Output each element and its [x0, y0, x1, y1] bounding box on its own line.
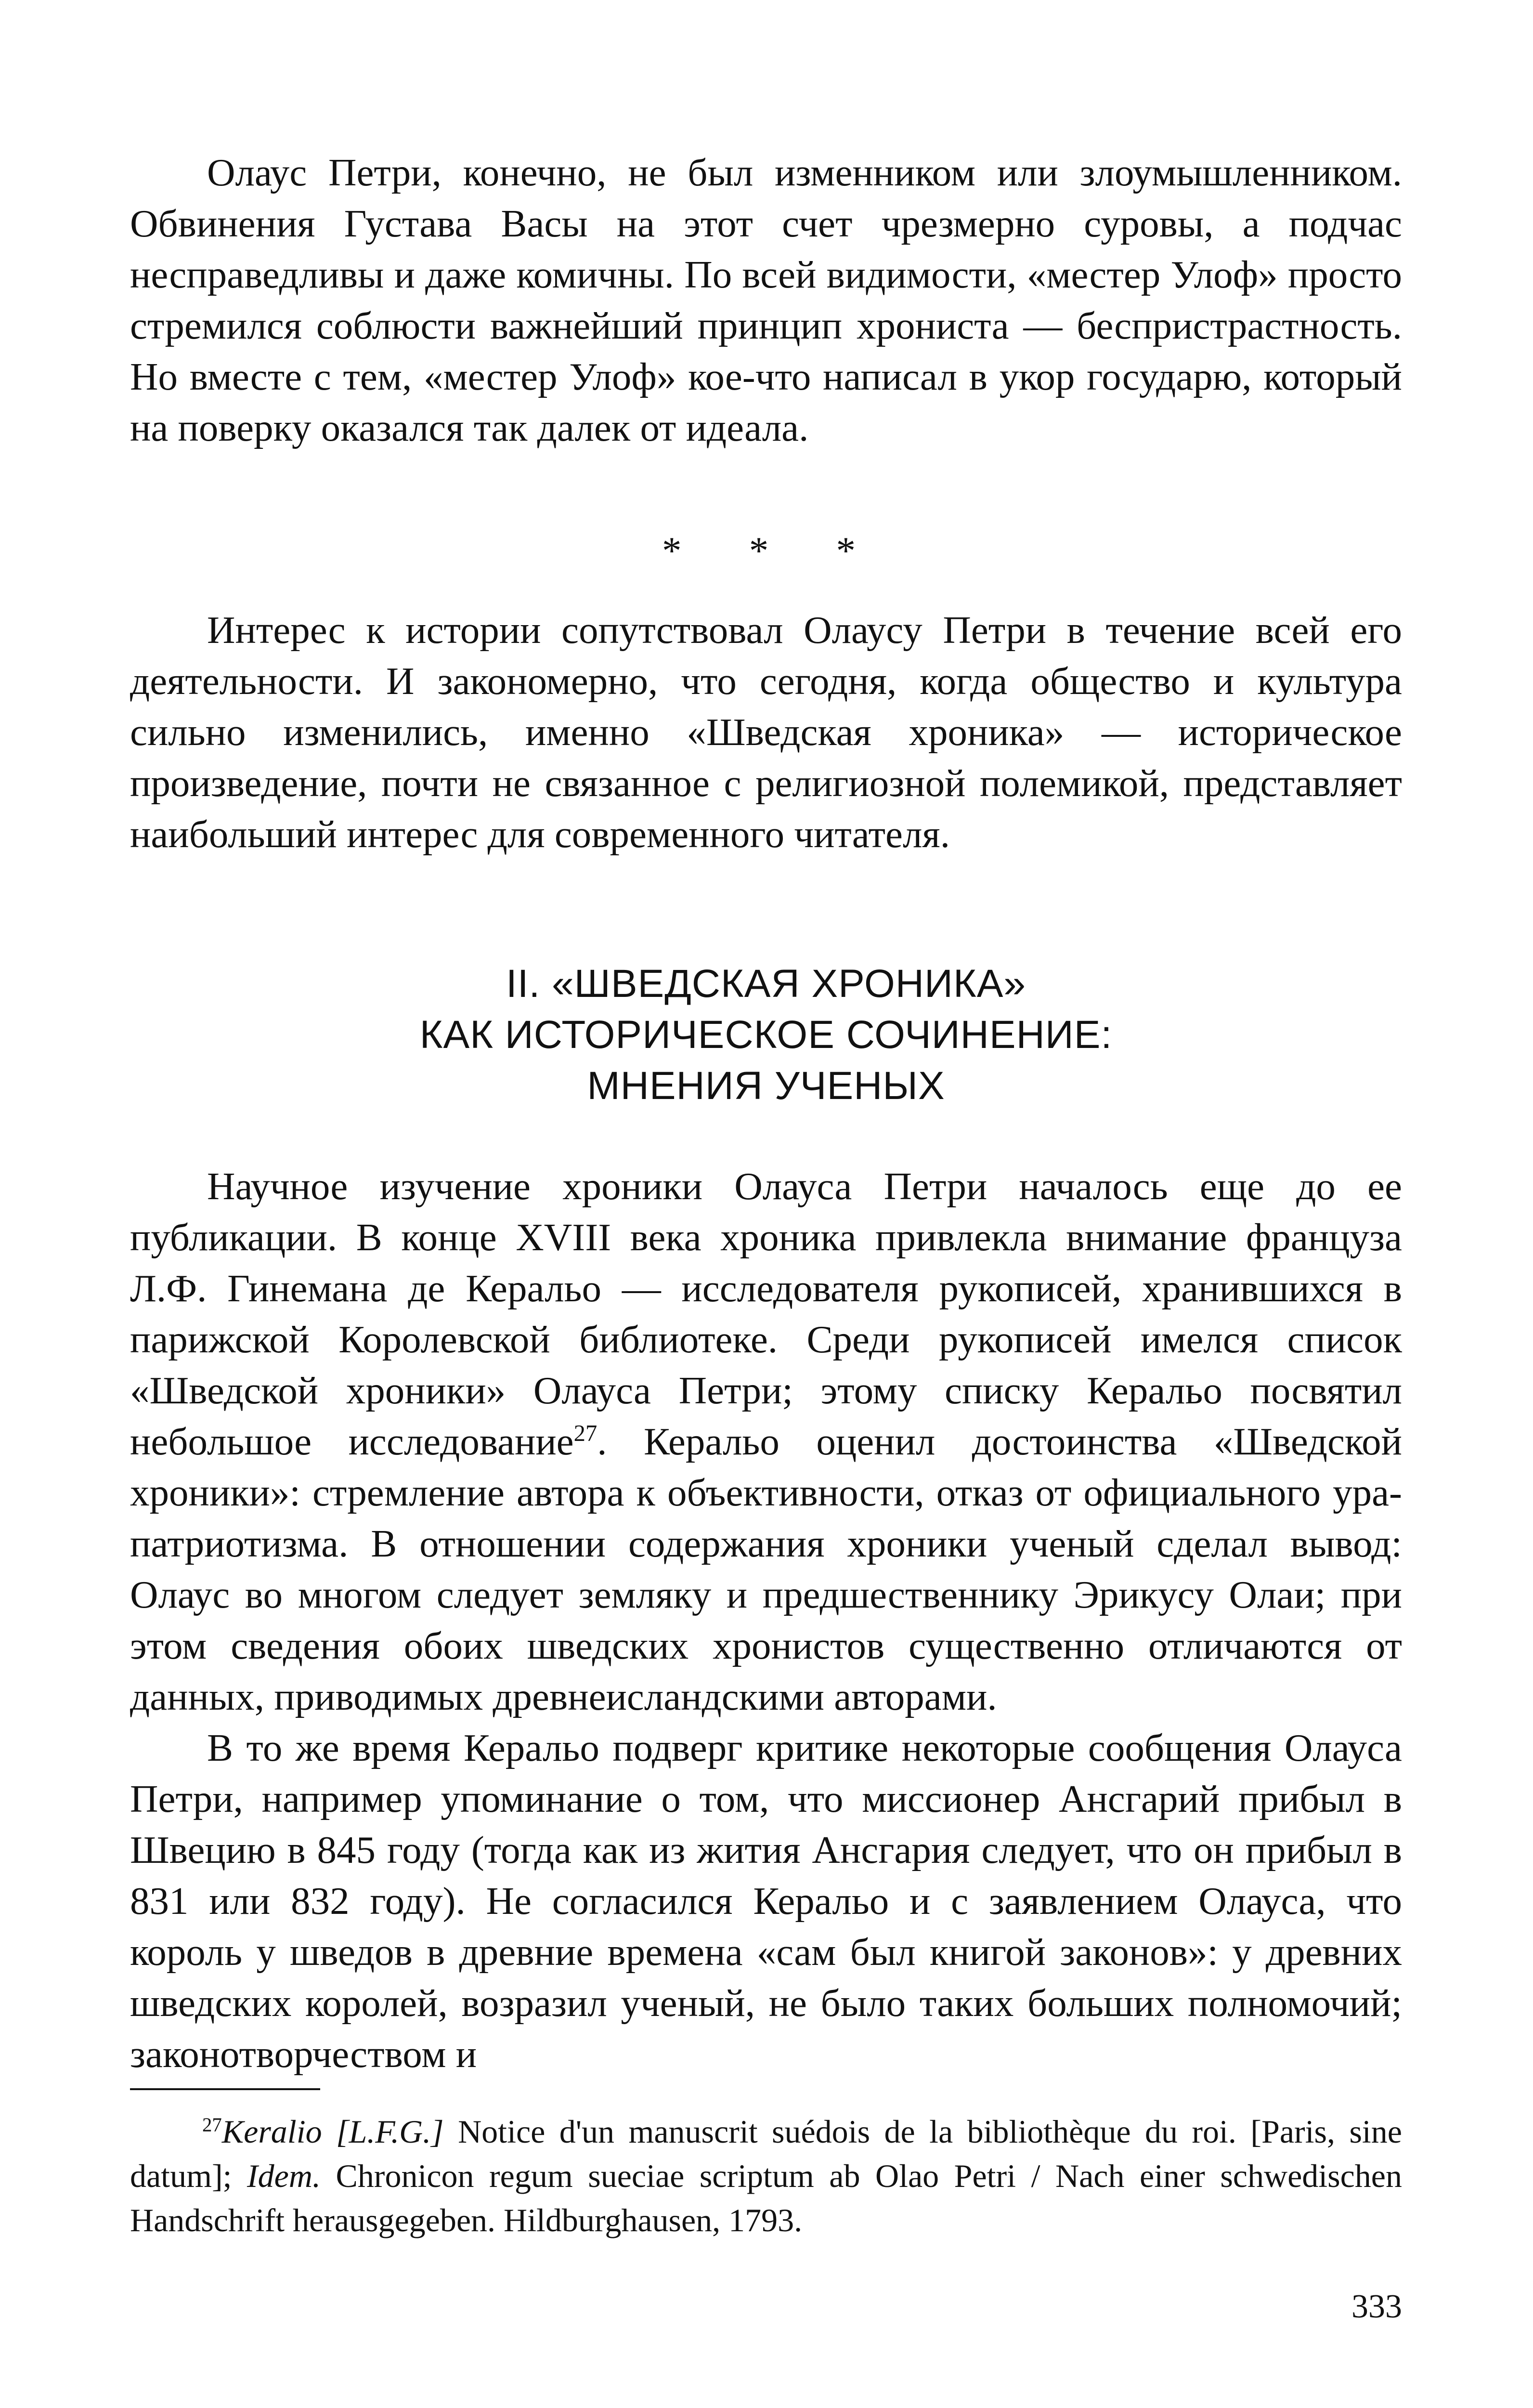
heading-line: МНЕНИЯ УЧЕНЫХ	[587, 1064, 945, 1108]
footnote-number: 27	[202, 2114, 222, 2136]
footnote-idem: Idem.	[247, 2158, 321, 2194]
section-separator: * * *	[662, 529, 870, 572]
footnote-reference: 27	[573, 1420, 598, 1446]
page-number: 333	[1351, 2288, 1402, 2325]
paragraph: В то же время Керальо подверг критике некоторые сообщения Олауса Петри, например упоминание о том, что миссионер Ансгарий прибыл в Швецию в 845 году (тогда как из жития Ансгария следует, что он прибыл в 831 или 832 году). Не согласился Керальо и с заявлением Олауса, что король у шведов в древние времена «сам был книгой законов»: у древних шведских королей, возразил ученый, не было таких больших полномочий; законотворчеством и	[130, 1726, 1402, 2076]
heading-line: КАК ИСТОРИЧЕСКОЕ СОЧИНЕНИЕ:	[419, 1013, 1113, 1057]
paragraph-text: Научное изучение хроники Олауса Петри началось еще до ее публикации. В конце XVIII века хроника привлекла внимание француза Л.Ф. Гинемана де Керальо — исследователя рукописей, хранившихся в парижской Королевской библиотеке. Среди рукописей имелся список «Шведской хроники» Олауса Петри; этому списку Керальо посвятил небольшое исследование	[130, 1165, 1402, 1463]
footnote-part: Chronicon regum sueciae scriptum ab Olao Petri / Nach einer schwedischen Handschrift herausgegeben. Hildburghausen, 1793.	[130, 2158, 1402, 2238]
footnote-author: Keralio [L.F.G.]	[221, 2113, 444, 2150]
section-text-block	[130, 1161, 1402, 2080]
paragraph	[130, 1161, 1402, 1722]
footnote	[130, 2109, 1402, 2242]
footnote-part: Notice d'un manuscrit suédois de la bibliothèque du roi. [Paris, sine datum];	[130, 2113, 1402, 2194]
section-heading	[130, 958, 1402, 1112]
paragraph: Интерес к истории сопутствовал Олаусу Петри в течение всей его деятельности. И закономерно, что сегодня, когда общество и культура сильно изменились, именно «Шведская хроника» — историческое произведение, почти не связанное с религиозной полемикой, представляет наибольший интерес для современного читателя.	[130, 608, 1402, 856]
interest-text-block	[130, 604, 1402, 860]
footnote-text	[130, 2109, 1402, 2242]
footnote-divider	[130, 2088, 320, 2090]
paragraph: Олаус Петри, конечно, не был изменником или злоумышленником. Обвинения Густава Васы на этот счет чрезмерно суровы, а подчас несправедливы и даже комичны. По всей видимости, «местер Улоф» просто стремился соблюсти важнейший принцип хрониста — беспристрастность. Но вместе с тем, «местер Улоф» кое-что написал в укор государю, который на поверку оказался так далек от идеала.	[130, 151, 1402, 449]
heading-line: II. «ШВЕДСКАЯ ХРОНИКА»	[506, 962, 1026, 1006]
intro-text-block	[130, 147, 1402, 453]
paragraph-text: . Керальо оценил достоинства «Шведской хроники»: стремление автора к объективности, отказ от официального ура-патриотизма. В отношении содержания хроники ученый сделал вывод: Олаус во многом следует земляку и предшественнику Эрикусу Олаи; при этом сведения обоих шведских хронистов существенно отличаются от данных, приводимых древнеисландскими авторами.	[130, 1420, 1402, 1718]
